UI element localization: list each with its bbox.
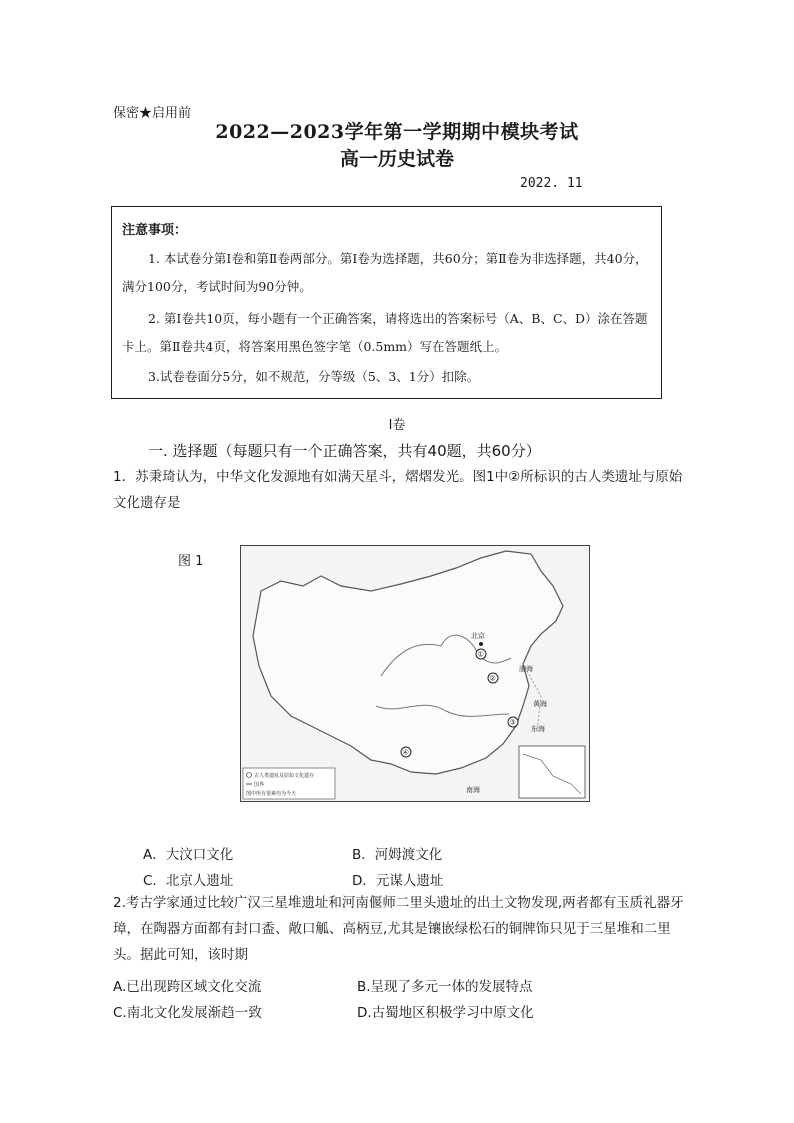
- beijing-dot: [479, 642, 483, 646]
- notice-heading: 注意事项：: [122, 223, 188, 238]
- marker-1: ①: [477, 650, 484, 659]
- marker-4: ④: [402, 748, 409, 757]
- notice-item-3: 3.试卷卷面分5分，如不规范，分等级（5、3、1分）扣除。: [148, 369, 480, 384]
- figure-label: 图 1: [178, 554, 204, 569]
- q1-option-d[interactable]: D．元谋人遗址: [352, 873, 444, 889]
- q1-option-a[interactable]: A．大汶口文化: [143, 847, 234, 863]
- q2-option-c[interactable]: C.南北文化发展渐趋一致: [113, 1005, 262, 1021]
- beijing-label: 北京: [471, 632, 485, 640]
- notice-item-2: 2. 第Ⅰ卷共10页，每小题有一个正确答案，请将选出的答案标号（A、B、C、D）涂在答题卡上。第Ⅱ卷共4页，将答案用黑色签字笔（0.5mm）写在答题纸上。: [122, 311, 648, 354]
- sea-label-nanhai: 南海: [466, 786, 480, 794]
- question-1-stem: 1．苏秉琦认为，中华文化发源地有如满天星斗，熠熠发光。图1中②所标识的古人类遗址与原始文化遗存是: [113, 469, 683, 511]
- sea-label-huanghai: 黄海: [533, 700, 547, 708]
- section-heading: 一. 选择题（每题只有一个正确答案，共有40题，共60分）: [148, 442, 541, 460]
- notice-box: [111, 206, 662, 399]
- notice-item-1: 1. 本试卷分第Ⅰ卷和第Ⅱ卷两部分。第Ⅰ卷为选择题，共60分；第Ⅱ卷为非选择题，共40分，满分100分，考试时间为90分钟。: [122, 251, 648, 294]
- q1-option-b[interactable]: B．河姆渡文化: [352, 847, 443, 863]
- q2-option-d[interactable]: D.古蜀地区积极学习中原文化: [357, 1005, 534, 1021]
- question-2-stem: 2.考古学家通过比较广汉三星堆遗址和河南偃师二里头遗址的出土文物发现,两者都有玉质礼器牙璋，在陶器方面都有封口盉、敞口觚、高柄豆,尤其是镶嵌绿松石的铜牌饰只见于三星堆和二里头。据此可知，该时期: [113, 895, 684, 963]
- china-outline: [253, 551, 563, 774]
- sea-label-bohai: 渤海: [519, 665, 533, 673]
- part-label: Ⅰ卷: [388, 418, 406, 433]
- marker-3: ③: [509, 718, 516, 727]
- exam-title: 2022—2023学年第一学期期中模块考试: [215, 121, 579, 143]
- q1-option-c[interactable]: C．北京人遗址: [143, 873, 234, 889]
- q2-option-b[interactable]: B.呈现了多元一体的发展特点: [357, 979, 533, 995]
- marker-2: ②: [489, 674, 496, 683]
- legend-item-sites: 古人类遗址及原始文化遗存: [254, 773, 315, 779]
- sea-label-donghai: 东海: [531, 725, 545, 733]
- map-svg: [241, 546, 589, 801]
- china-map-figure: [240, 545, 590, 802]
- q2-option-a[interactable]: A.已出现跨区域文化交流: [113, 979, 262, 995]
- exam-date: 2022. 11: [520, 176, 583, 191]
- confidential-label: 保密★启用前: [113, 106, 192, 121]
- exam-subtitle: 高一历史试卷: [339, 148, 454, 170]
- legend-note: 图中所有要素均为今天: [246, 791, 297, 797]
- south-sea-inset: [519, 746, 585, 798]
- legend-item-border: 国界: [254, 782, 265, 788]
